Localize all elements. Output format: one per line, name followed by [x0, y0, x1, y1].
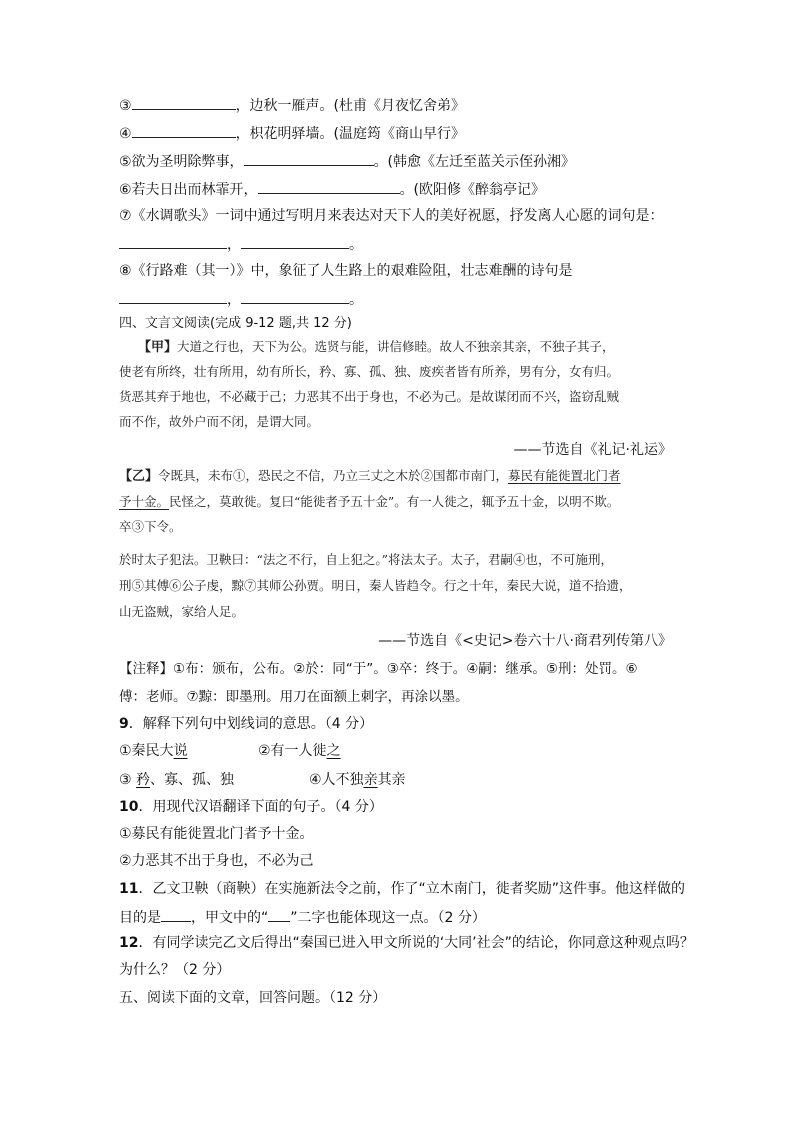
jia-line-4: 而不作，故外户而不闭，是谓大同。	[119, 414, 320, 429]
q5-blank[interactable]	[244, 151, 374, 166]
q9-c-text: ③	[119, 772, 137, 788]
q3-number: ③	[119, 98, 132, 114]
yi-line-2	[119, 494, 619, 510]
q4-tail: ，枳花明驿墙。(温庭筠《商山早行》	[235, 126, 466, 142]
q7-comma: ，	[227, 237, 241, 253]
q7-end: 。	[349, 237, 363, 253]
q4-blank[interactable]	[132, 123, 236, 138]
question-10	[119, 798, 383, 816]
question-4	[119, 123, 465, 143]
q9-b-underlined: 之	[326, 743, 341, 759]
q9-d-text: ④人不独	[309, 772, 364, 788]
yi-line-1	[119, 468, 621, 485]
q11-line-2a: 目的是	[119, 910, 161, 926]
q11-number: 11	[119, 881, 139, 897]
q11-blank-1[interactable]	[161, 907, 191, 922]
q3-tail: ，边秋一雁声。(杜甫《月夜忆舍弟》	[235, 98, 466, 114]
yi-text-1-underlined: 募民有能徙置北门者	[508, 468, 621, 483]
section4-title: 四、文言文阅读(完成 9-12 题,共 12 分)	[119, 316, 352, 331]
q12-number: 12	[119, 935, 139, 951]
notes-line-2: 傅：老师。⑦黥：即墨刑。用刀在面额上刺字，再涂以墨。	[119, 689, 469, 705]
yi-line-6: 山无盗贼，家给人足。	[119, 604, 245, 619]
q8-blank-1[interactable]	[119, 289, 227, 304]
notes-line-1: 【注释】①布：颁布，公布。②於：同“于”。③卒：终于。④嗣：继承。⑤刑：处罚。⑥	[119, 661, 638, 677]
q6-tail: 。(欧阳修《醉翁亭记》	[399, 182, 546, 198]
q7-blank-1[interactable]	[119, 234, 227, 249]
q9-a-text: ①秦民大	[119, 743, 174, 759]
question-8-blanks	[119, 289, 363, 309]
q11-blank-2[interactable]	[268, 907, 290, 922]
q10-item-a: ①募民有能徙置北门者予十金。	[119, 826, 314, 842]
q10-number: 10	[119, 799, 139, 815]
question-5	[119, 151, 575, 171]
q10-text: ．用现代汉语翻译下面的句子。（4 分）	[138, 799, 383, 815]
q11-line-2b: ，甲文中的“	[191, 910, 269, 926]
jia-label: 【甲】	[138, 340, 178, 355]
q8-end: 。	[349, 292, 363, 308]
section5-title: 五、阅读下面的文章，回答问题。（12 分）	[119, 990, 387, 1006]
question-12-line-2: 为什么？（2 分）	[119, 962, 231, 978]
yi-text-2b: 民怪之，莫敢徙。复曰“能徙者予五十金”。有一人徙之，辄予五十金，以明不欺。	[169, 494, 620, 509]
question-3	[119, 95, 465, 115]
yi-text-1a: 令既具，未布①，恐民之不信，乃立三丈之木於②国都市南门，	[158, 468, 509, 483]
yi-text-2-underlined: 予十金。	[119, 494, 170, 509]
q9-d-underlined: 亲	[363, 772, 378, 788]
q9-a-underlined: 说	[173, 743, 188, 759]
q9-item-d	[309, 771, 406, 789]
q6-head: ⑥若夫日出而林霏开，	[119, 182, 258, 198]
q8-comma: ，	[227, 292, 241, 308]
q9-text: ．解释下列句中划线词的意思。（4 分）	[128, 716, 374, 732]
jia-line-2: 使老有所终，壮有所用，幼有所长，矜、寡、孤、独、废疾者皆有所养，男有分，女有归。	[119, 364, 620, 379]
question-12	[119, 934, 694, 952]
q8-text: ⑧《行路难（其一）》中，象征了人生路上的艰难险阻，壮志难酬的诗句是	[119, 263, 573, 279]
question-11-line-2	[119, 907, 486, 927]
question-6	[119, 179, 545, 199]
q7-text: ⑦《水调歌头》一词中通过写明月来表达对天下人的美好祝愿，抒发离人心愿的词句是：	[119, 208, 664, 224]
yi-line-3: 卒③下令。	[119, 519, 182, 534]
yi-source: ——节选自《<史记>卷六十八·商君列传第八》	[378, 633, 672, 649]
yi-label: 【乙】	[119, 469, 159, 484]
question-9	[119, 715, 373, 733]
jia-source: ——节选自《礼记·礼运》	[513, 442, 672, 458]
jia-line-1	[138, 339, 615, 356]
q9-b-text: ②有一人徙	[258, 743, 327, 759]
q4-number: ④	[119, 126, 132, 142]
yi-line-5: 刑⑤其傅⑥公子虔，黥⑦其师公孙贾。明日，秦人皆趋令。行之十年，秦民大说，道不拾遗，	[119, 578, 632, 593]
q9-d-tail: 其亲	[377, 772, 406, 788]
q11-line-1: ．乙文卫鞅（商鞅）在实施新法令之前，作了“立木南门，徙者奖励”这件事。他这样做的	[138, 881, 685, 897]
q3-blank[interactable]	[132, 95, 236, 110]
q9-item-b	[258, 742, 341, 760]
q12-line-1: ．有同学读完乙文后得出“秦国已进入甲文所说的‘大同’社会”的结论，你同意这种观点吗？	[138, 935, 694, 951]
q10-item-b: ②力恶其不出于身也，不必为己	[119, 853, 314, 869]
q5-tail: 。(韩愈《左迁至蓝关示侄孙湘》	[373, 154, 576, 170]
q9-item-a	[119, 742, 188, 760]
q7-blank-2[interactable]	[241, 234, 349, 249]
question-7-blanks	[119, 234, 363, 254]
q8-blank-2[interactable]	[241, 289, 349, 304]
q9-c-underlined: 矜	[136, 772, 151, 788]
question-8	[119, 262, 573, 280]
q5-head: ⑤欲为圣明除弊事，	[119, 154, 244, 170]
yi-line-4: 於时太子犯法。卫鞅曰：“法之不行，自上犯之。”将法太子。太子，君嗣④也，不可施刑，	[119, 552, 614, 567]
q11-line-2c: ”二字也能体现这一点。（2 分）	[290, 910, 486, 926]
question-11	[119, 880, 685, 898]
question-7	[119, 207, 664, 225]
q9-c-tail: 、寡、孤、独	[150, 772, 235, 788]
q9-item-c	[119, 771, 234, 789]
jia-text-1: 大道之行也，天下为公。选贤与能，讲信修睦。故人不独亲其亲，不独子其子，	[177, 339, 615, 354]
jia-line-3: 货恶其弃于地也，不必藏于己；力恶其不出于身也，不必为己。是故谋闭而不兴，盗窃乱贼	[119, 389, 620, 404]
q6-blank[interactable]	[258, 179, 400, 194]
q9-number: 9	[119, 716, 129, 732]
